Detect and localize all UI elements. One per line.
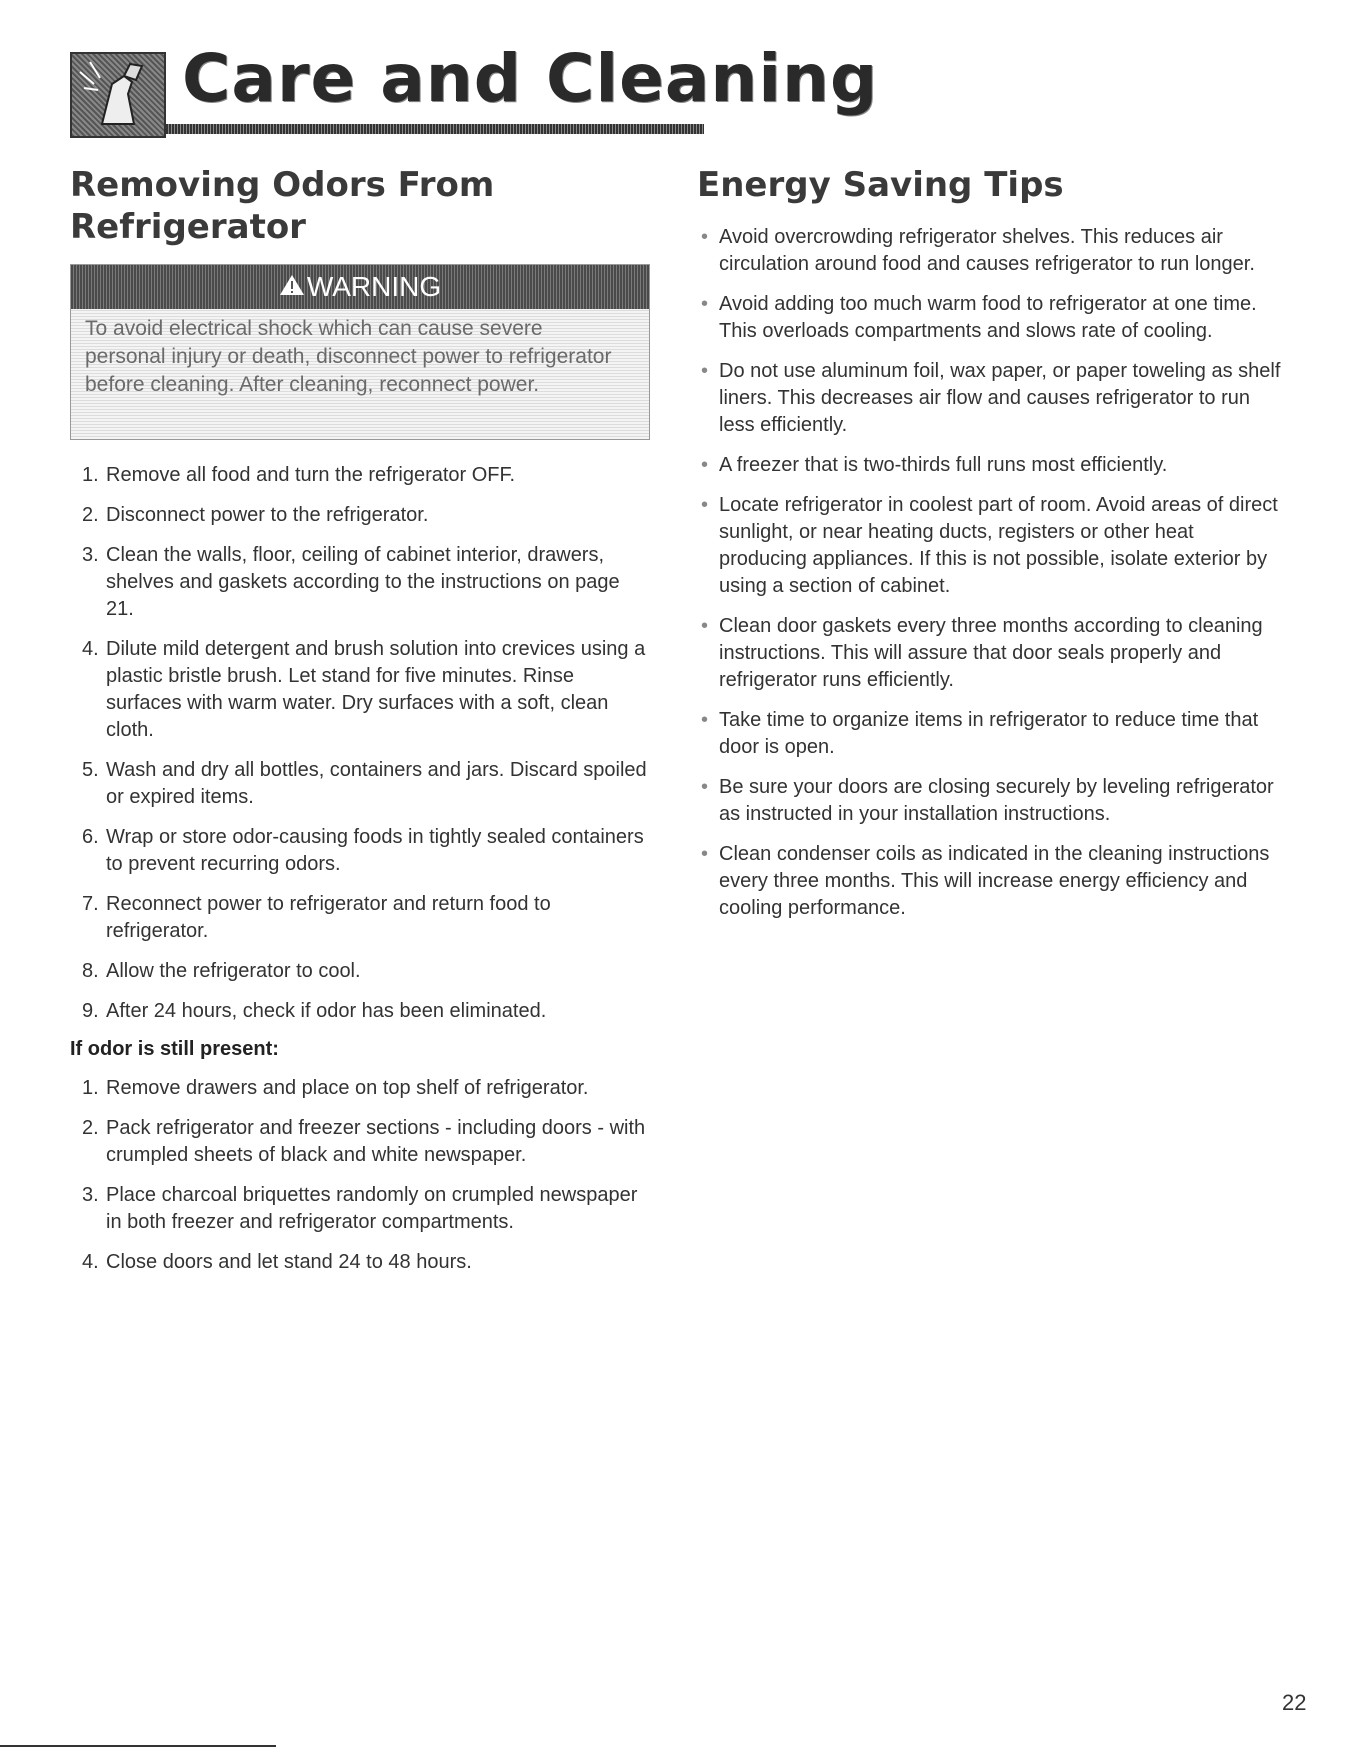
list-item: 8. Allow the refrigerator to cool. [82, 960, 361, 982]
page-title: Care and Cleaning [182, 40, 879, 117]
list-item: 3. Place charcoal briquettes randomly on crumpled newspaper in both freezer and refrigerator compartments. [82, 1184, 638, 1233]
list-item: • Be sure your doors are closing securely by leveling refrigerator as instructed in your installation instructions. [701, 776, 1274, 825]
list-item: • Locate refrigerator in coolest part of room. Avoid areas of direct sunlight, or near heating ducts, registers or other heat producing appliances. If this is not possible, isolate exterior by using a section of cabinet. [701, 494, 1278, 597]
cleaning-spray-icon [70, 52, 166, 138]
list-item: 7. Reconnect power to refrigerator and return food to refrigerator. [82, 893, 551, 942]
odor-removal-section [70, 164, 650, 1273]
list-item: • Avoid overcrowding refrigerator shelves. This reduces air circulation around food and causes refrigerator to run longer. [701, 226, 1255, 275]
list-item: • Avoid adding too much warm food to refrigerator at one time. This overloads compartments and slows rate of cooling. [701, 293, 1257, 342]
energy-tips-list [697, 224, 1287, 922]
list-item: • Clean condenser coils as indicated in the cleaning instructions every three months. This will increase energy efficiency and cooling performance. [701, 843, 1270, 919]
list-item: • Clean door gaskets every three months according to cleaning instructions. This will assure that door seals properly and refrigerator runs efficiently. [701, 615, 1263, 691]
warning-label: WARNING [306, 271, 442, 302]
warning-box [70, 264, 650, 440]
footer-rule [0, 1745, 276, 1747]
list-item: 5. Wash and dry all bottles, containers and jars. Discard spoiled or expired items. [82, 759, 647, 808]
list-item: 4. Close doors and let stand 24 to 48 hours. [82, 1251, 472, 1273]
list-item: 9. After 24 hours, check if odor has been eliminated. [82, 1000, 547, 1022]
odor-removal-heading: Removing Odors From Refrigerator [70, 165, 495, 247]
list-item: • Take time to organize items in refrigerator to reduce time that door is open. [701, 709, 1259, 758]
list-item: 6. Wrap or store odor-causing foods in tightly sealed containers to prevent recurring odors. [82, 826, 644, 875]
odor-subheading: If odor is still present: [70, 1038, 279, 1060]
list-item: 3. Clean the walls, floor, ceiling of cabinet interior, drawers, shelves and gaskets according to the instructions on page 21. [82, 544, 620, 620]
warning-triangle-icon [279, 265, 305, 309]
list-item: 1. Remove drawers and place on top shelf of refrigerator. [82, 1077, 589, 1099]
page-number: 22 [1282, 1690, 1307, 1715]
list-item: 1. Remove all food and turn the refrigerator OFF. [82, 464, 516, 486]
list-item: 2. Disconnect power to the refrigerator. [82, 504, 429, 526]
energy-tips-section [697, 164, 1287, 935]
energy-tips-heading: Energy Saving Tips [697, 165, 1064, 205]
list-item: 4. Dilute mild detergent and brush solution into crevices using a plastic bristle brush. Let stand for five minutes. Rinse surfaces with warm water. Dry surfaces with a soft, clean cloth. [82, 638, 646, 741]
warning-text: To avoid electrical shock which can cause severe personal injury or death, disconnect power to refrigerator before cleaning. After cleaning, reconnect power. [85, 317, 612, 396]
odor-steps [70, 462, 650, 1289]
list-item: • A freezer that is two-thirds full runs most efficiently. [701, 454, 1168, 476]
list-item: • Do not use aluminum foil, wax paper, or paper toweling as shelf liners. This decreases air flow and causes refrigerator to run less efficiently. [701, 360, 1281, 436]
list-item: 2. Pack refrigerator and freezer sections - including doors - with crumpled sheets of black and white newspaper. [82, 1117, 646, 1166]
header-rule [166, 124, 704, 134]
